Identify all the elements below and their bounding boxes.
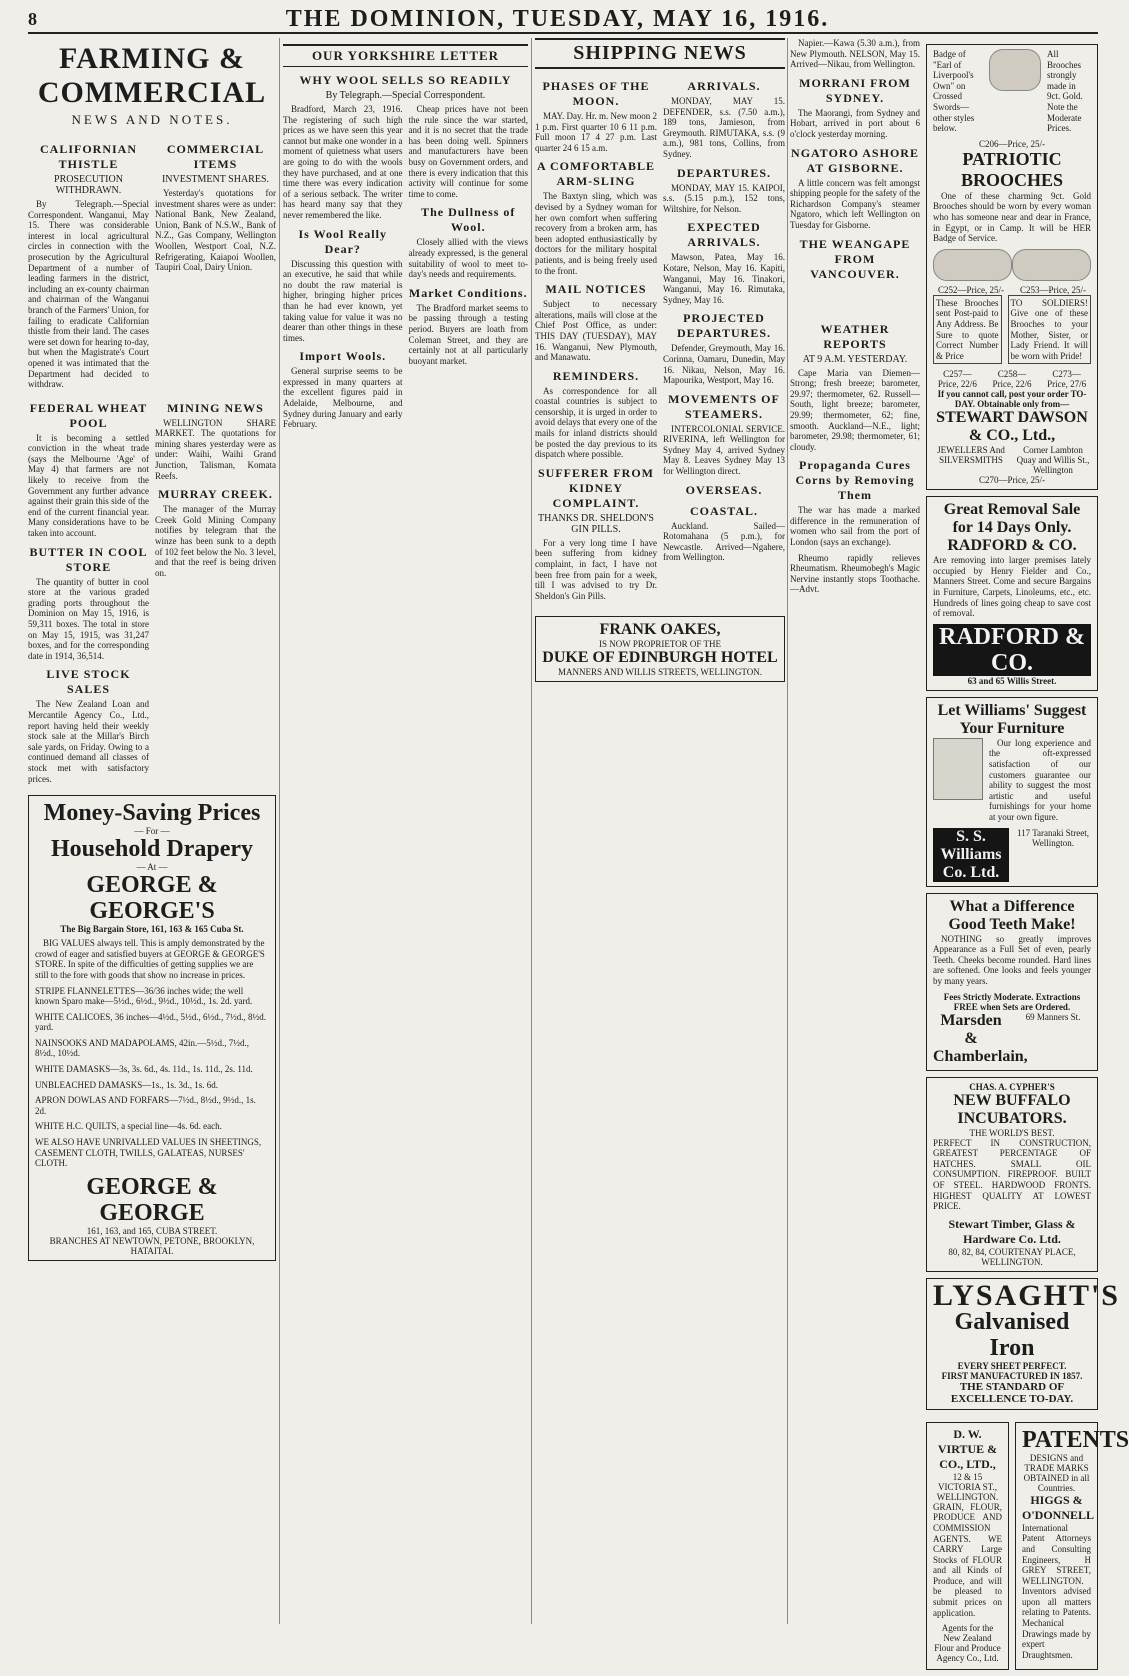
teeth-fees: Fees Strictly Moderate. Extractions FREE when Sets are Ordered. <box>943 991 1081 1012</box>
article-body: Rheumo rapidly relieves Rheumatism. Rheumobegh's Magic Nervine instantly stops Toothache.—Advt. <box>790 552 920 595</box>
article-heading: COASTAL. <box>689 503 759 518</box>
column-yorkshire <box>283 38 528 1624</box>
article-body: Mawson, Patea, May 16. Kotare, Nelson, May 16. Kapiti, Wanganui, May 16. Tinakori, Wanganui, May 16. Rimutaka, Sydney, May 16. <box>663 252 785 305</box>
marsden-address: 69 Manners St. <box>1025 1011 1081 1022</box>
ad-store-name: GEORGE & GEORGE'S <box>86 872 218 925</box>
article-body: MAY. Day. Hr. m. New moon 2 1 p.m. First quarter 10 6 11 p.m. Full moon 17 4 27 p.m. Last quarter 24 6 15 a.m. <box>535 111 657 153</box>
brooch-image <box>1012 249 1091 281</box>
article-body: Auckland. Sailed—Rotomahana (5 p.m.), for Newcastle. Arrived—Ngahere, from Wellington. <box>663 520 785 563</box>
article-heading: EXPECTED ARRIVALS. <box>687 220 761 250</box>
post-form: These Brooches sent Post-paid to Any Address. Be Sure to quote Correct Number & Price <box>933 295 1002 365</box>
newspaper-title: THE DOMINION, TUESDAY, MAY 16, 1916. <box>285 5 830 32</box>
article-heading: MURRAY CREEK. <box>158 487 273 502</box>
ad-connector: — At — <box>136 862 168 873</box>
col4-ads <box>926 38 1129 1676</box>
ad-item: APRON DOWLAS AND FORFARS—7½d., 8½d., 9½d., 1s. 2d. <box>35 1095 256 1116</box>
article-heading: LIVE STOCK SALES <box>46 667 131 697</box>
williams-title: Let Williams' Suggest Your Furniture <box>937 701 1087 737</box>
brooch-image <box>933 249 1012 281</box>
standard-line: THE STANDARD OF EXCELLENCE TO-DAY. <box>950 1380 1074 1405</box>
brooch-prices <box>933 369 1091 389</box>
ad-item: WE ALSO HAVE UNRIVALLED VALUES IN SHEETINGS, CASEMENT CLOTH, TWILLS, GALATEAS, NURSES' CLOTH. <box>35 1137 262 1169</box>
bottom-ads <box>926 1416 1129 1676</box>
col4-news <box>790 38 920 1676</box>
article-body: Discussing this question with an executive, he said that while no doubt the raw material is higher, bringing higher prices than he had ever known, yet taking value for value it was no dearer than other things in these times. <box>283 258 403 343</box>
article-heading: SUFFERER FROM KIDNEY COMPLAINT. <box>538 465 654 510</box>
brooch-price: C258—Price, 22/6 <box>992 369 1032 390</box>
ad-body: BIG VALUES always tell. This is amply demonstrated by the crowd of eager and satisfied buyers at GEORGE & GEORGE'S STORE. In spite of the difficulties of getting supplies we are still to the fore with goods that show no increase in prices. <box>35 938 265 980</box>
byline: By Telegraph.—Special Correspondent. <box>325 90 486 101</box>
teeth-ad <box>926 893 1098 1071</box>
radford-ad <box>926 496 1098 691</box>
article-subheading: WHY WOOL SELLS SO READILY <box>299 73 512 87</box>
virtue-agents: Agents for the New Zealand Flour and Produce Agency Co., Ltd. <box>934 1623 1001 1664</box>
marsden-name: Marsden & Chamberlain, <box>933 1011 1028 1065</box>
article-heading: REMINDERS. <box>552 368 640 383</box>
wheat-split <box>28 395 276 789</box>
article-body: Cheap prices have not been the rule since the war started, and it is no secret that the trade has been doing well. Spinners and manufacturers have been busy on Government orders, and there is every indication that this activity will continue for some time to come. <box>408 104 528 199</box>
article-subheading: THANKS DR. SHELDON'S GIN PILLS. <box>538 512 654 535</box>
patents-sub: DESIGNS and TRADE MARKS OBTAINED in all Countries. <box>1023 1452 1090 1493</box>
radford-banner: RADFORD & CO. <box>933 624 1091 676</box>
marsden-line <box>933 1012 1091 1066</box>
shipping-left <box>535 73 657 606</box>
ad-footer-name: GEORGE & GEORGE <box>86 1173 218 1226</box>
shipping-split <box>535 73 785 606</box>
every-sheet: EVERY SHEET PERFECT. <box>957 1360 1067 1371</box>
article-body: Napier.—Kawa (5.30 a.m.), from New Plymouth. NELSON, May 15. Arrived—Nikau, from Wellington. <box>790 38 920 70</box>
radford-name: RADFORD & CO. <box>947 537 1077 555</box>
incubators-sub: THE WORLD'S BEST. <box>969 1127 1055 1138</box>
ad-footer-address: 161, 163, and 165, CUBA STREET. <box>86 1225 218 1236</box>
article-body: The war has made a marked difference in the remuneration of women who sail from the port of London (says an exchange). <box>790 505 920 548</box>
brooch-price: C257—Price, 22/6 <box>937 369 977 390</box>
cyphers-name: CHAS. A. CYPHER'S <box>969 1081 1055 1092</box>
radford-address: 63 and 65 Willis Street. <box>967 675 1057 686</box>
hotel-ad <box>535 616 785 682</box>
column-rule <box>787 38 788 1624</box>
column-rule <box>279 38 280 1624</box>
article-body: General surprise seems to be expressed in many quarters at the excellent figures paid in Adelaide, Melbourne, and Sydney during January and early February. <box>283 366 403 430</box>
brooch-prices <box>933 285 1091 295</box>
brooch-price: C273—Price, 27/6 <box>1047 369 1087 390</box>
removal-title: Great Removal Sale for 14 Days Only. <box>943 501 1081 537</box>
virtue-ad <box>926 1422 1009 1671</box>
farming-split <box>28 136 276 395</box>
article-heading: OUR YORKSHIRE LETTER <box>283 44 528 67</box>
column-ads <box>790 38 1129 1664</box>
williams-name: S. S. Williams Co. Ltd. <box>933 828 1009 882</box>
patriotic-brooches-ad <box>926 44 1098 490</box>
article-body: For a very long time I have been suffering from kidney complaint, in fact, I have not been free from pain for a week, till I was advised to try Dr. Sheldon's Gin Pills. <box>535 537 657 601</box>
incubators-ad <box>926 1077 1098 1272</box>
ads-split <box>790 38 1129 1676</box>
article-heading: Market Conditions. <box>408 285 528 300</box>
mining-article <box>155 395 276 789</box>
article-heading: THE WEANGAPE FROM VANCOUVER. <box>799 236 911 281</box>
article-body: MONDAY, MAY 15. DEFENDER, s.s. (7.50 a.m.), 189 tons, Jamieson, from Greymouth. RIMUTAKA, s.s. (9 a.m.), 981 tons, Collins, from Sydney. <box>663 96 785 159</box>
article-heading: The Dullness of Wool. <box>421 205 516 235</box>
article-heading: FEDERAL WHEAT POOL <box>29 400 148 430</box>
williams-footer <box>933 828 1091 882</box>
shipping-right <box>663 73 785 606</box>
article-body: Subject to necessary alterations, mails will close at the Chief Post Office, as under: THIS DAY (TUESDAY), MAY 16. Wanganui, New Plymouth, and Manawatu. <box>535 299 657 363</box>
chair-illustration <box>933 738 983 800</box>
stewart-dawson-address: Corner Lambton Quay and Willis St., Wellington <box>1016 445 1090 476</box>
article-body: The quantity of butter in cool store at the various graded grading ports throughout the Dominion on May 15, 1916, is 59,311 boxes. The total in store on May 15, 1915, was 31,247 boxes, and for the corresponding date in 1914, 36,514. <box>28 576 149 661</box>
article-subheading: PROSECUTION WITHDRAWN. <box>54 174 123 196</box>
article-body: Yesterday's quotations for investment shares were as under: National Bank, New Zealand, Union, Bank of N.S.W., Bank of N.Z., Gas Company, Wellington Woollen, Westport Coal, N.Z. Refrigerating, Kaiapoi Woollen, Taupiri Coal, Dairy Union. <box>155 188 276 273</box>
brooch-top <box>933 49 1091 139</box>
commercial-article <box>155 136 276 395</box>
drapery-ad <box>28 795 276 1261</box>
article-heading: ARRIVALS. <box>687 79 761 93</box>
thistle-article <box>28 136 149 395</box>
section-title: SHIPPING NEWS <box>535 38 785 69</box>
first-manufactured: FIRST MANUFACTURED IN 1857. <box>941 1370 1083 1381</box>
wheat-article <box>28 395 149 789</box>
stewart-timber-address: 80, 82, 84, COURTENAY PLACE, WELLINGTON. <box>948 1246 1076 1267</box>
masthead <box>28 6 1098 34</box>
article-body: The New Zealand Loan and Mercantile Agency Co., Ltd., report having held their weekly stock sale at the Millar's Birch sale yards, on Friday. Owing to a continued demand all classes of stock met with satisfactory prices. <box>28 699 149 784</box>
article-subheading: INVESTMENT SHARES. <box>161 174 270 185</box>
brooch-price: C253—Price, 25/- <box>1020 284 1086 295</box>
article-body: It is becoming a settled conviction in the wheat trade (says the Melbourne 'Age' of May 4) that farmers are not likely to receive from the Government any further advance against their grain this side of the end of the current financial year. Many considerations have to be taken into account. <box>28 432 149 539</box>
brooch-notes <box>933 295 1091 370</box>
ad-item: WHITE DAMASKS—3s, 3s. 6d., 4s. 11d., 1s. 11d., 2s. 11d. <box>35 1064 253 1075</box>
article-heading: PHASES OF THE MOON. <box>542 79 650 108</box>
ad-body: GRAIN, FLOUR, PRODUCE AND COMMISSION AGENTS. WE CARRY Large Stocks of FLOUR and all Kinds of Produce, and will be pleased to submit prices on application. <box>933 1501 1002 1618</box>
article-heading: MORRANI FROM SYDNEY. <box>799 75 911 105</box>
article-heading: DEPARTURES. <box>676 165 772 180</box>
ad-branches: BRANCHES AT NEWTOWN, PETONE, BROOKLYN, HATAITAI. <box>49 1235 255 1256</box>
article-heading: PROJECTED DEPARTURES. <box>676 311 772 341</box>
article-heading: WEATHER REPORTS <box>820 321 890 351</box>
article-body: Defender, Greymouth, May 16. Corinna, Oamaru, Dunedin, May 16. Nikau, Nelson, May 16. Mapourika, Westport, May 16. <box>663 343 785 386</box>
hotel-address: MANNERS AND WILLIS STREETS, WELLINGTON. <box>558 667 762 678</box>
article-heading: MINING NEWS <box>167 400 264 415</box>
article-heading: OVERSEAS. <box>685 482 763 497</box>
order-note: If you cannot call, post your order TO-DAY. Obtainable only from— <box>937 389 1087 410</box>
article-heading: Propaganda Cures Corns by Removing Them <box>795 458 915 503</box>
article-body: INTERCOLONIAL SERVICE. RIVERINA, left Wellington for Sydney May 4, arrived Sydney May 8. Leaves Sydney May 13 for Wellington direct. <box>663 423 785 477</box>
galvanised-title: Galvanised Iron <box>954 1308 1070 1361</box>
stewart-dawson-sub: JEWELLERS And SILVERSMITHS <box>937 445 1005 466</box>
article-body: The manager of the Murray Creek Gold Mining Company notifies by telegram that the winze has been sunk to a depth of 102 feet below the No. 3 level, and that the reef is being driven on. <box>155 504 276 578</box>
ad-heading: Money-Saving Prices <box>43 800 261 827</box>
column-shipping <box>535 38 785 1624</box>
williams-body <box>933 738 1091 828</box>
ad-body: Are removing into larger premises lately occupied by Henry Fielder and Co., Manners Street. Come and secure Bargains in Furniture, Carpets, Linoleums, etc., etc. Hundreds of lines going cheap to save cost of removal. <box>933 555 1091 619</box>
letter-split <box>283 104 528 435</box>
soldiers-note: TO SOLDIERS! Give one of these Brooches to your Mother, Sister, or Lady Friend. It will be worn with Pride! <box>1008 295 1091 365</box>
article-body: By Telegraph.—Special Correspondent. Wanganui, May 15. There was considerable interest in local agricultural circles in connection with the prosecution by the Agricultural Department of a number of leading farmers in the district, including an ex-county chairman and chairman of the Wanganui branch of the Farmers' Union, for failing to eradicate Californian thistle from their land. The cases were set down for hearing to-day, but when the Magistrate's Court opened it was intimated that the Department had decided to withdraw. <box>28 199 149 390</box>
ad-body: NOTHING so greatly improves Appearance as a Full Set of even, pearly Teeth. Cheeks become rounded. Hard lines are softened. One looks and feels younger by many years. <box>933 933 1091 986</box>
ad-body: PERFECT IN CONSTRUCTION, GREATEST PERCENTAGE OF HATCHES. SMALL OIL CONSUMPTION. FIREPROOF. BUILT OF STEEL. HARDWOOD FRONTS. HIGHEST QUALITY AT LOWEST PRICE. <box>933 1137 1091 1212</box>
ad-body: International Patent Attorneys and Consulting Engineers, H GREY STREET, WELLINGTON. Inventors advised upon all matters relating to Patents. Mechanical Drawings made by expert Draughtsmen. <box>1022 1522 1091 1660</box>
letter-left <box>283 104 403 435</box>
page-number: 8 <box>28 8 37 29</box>
patriotic-title: PATRIOTIC BROOCHES <box>960 148 1064 190</box>
patents-title: PATENTS <box>1022 1426 1129 1453</box>
williams-ad <box>926 697 1098 887</box>
ad-body: One of these charming 9ct. Gold Brooches should be worn by every woman who has someone near and dear in France, in Egypt, or in Camp. It will be HER Badge of Service. <box>933 190 1091 244</box>
ad-item: UNBLEACHED DAMASKS—1s., 1s. 3d., 1s. 6d. <box>35 1079 219 1090</box>
lysaght-name: LYSAGHT'S <box>933 1278 1120 1312</box>
article-body: The Bradford market seems to be passing through a testing period. Buyers are loath from Coleman Street, and they are certainly not at all particularly buoyant market. <box>408 302 528 366</box>
column-farming <box>28 38 276 1624</box>
article-heading: MOVEMENTS OF STEAMERS. <box>668 391 780 421</box>
letter-right <box>409 104 529 435</box>
virtue-address: 12 & 15 VICTORIA ST., WELLINGTON. <box>936 1471 999 1502</box>
brooch-row <box>933 249 1091 281</box>
ad-heading: Household Drapery <box>50 836 253 863</box>
hotel-subline: IS NOW PROPRIETOR OF THE <box>598 639 722 650</box>
ad-item: WHITE CALICOES, 36 inches—4½d., 5½d., 6½d., 7½d., 8½d. yard. <box>35 1011 266 1033</box>
williams-address: 117 Taranaki Street, Wellington. <box>1016 827 1090 848</box>
article-heading: MAIL NOTICES <box>545 282 647 297</box>
article-heading: NGATORO ASHORE AT GISBORNE. <box>791 145 919 175</box>
brooch-price: C252—Price, 25/- <box>938 284 1004 295</box>
brooch-price: C270—Price, 25/- <box>979 475 1045 486</box>
article-heading: COMMERCIAL ITEMS <box>166 142 265 171</box>
article-body: WELLINGTON SHARE MARKET. The quotations for mining shares yesterday were as under: Waihi, Waihi Grand Junction, Talisman, Komata Reefs. <box>155 417 276 481</box>
article-body: As correspondence for all coastal countries is subject to censorship, it is urged in order to avoid delays that every one of the mails for inland districts should be posted the day previous to its dispatch where possible. <box>535 385 657 460</box>
stewart-timber-name: Stewart Timber, Glass & Hardware Co. Ltd. <box>948 1216 1076 1246</box>
article-subheading: AT 9 A.M. YESTERDAY. <box>802 353 908 365</box>
virtue-name: D. W. VIRTUE & CO., LTD., <box>937 1426 998 1471</box>
teeth-title: What a Difference Good Teeth Make! <box>948 897 1076 933</box>
ad-item: STRIPE FLANNELETTES—36/36 inches wide; the well known Sparo make—5½d., 6½d., 9½d., 10½d., 1s. 2d. yard. <box>35 985 253 1007</box>
article-body: Closely allied with the views already expressed, is the general suitability of wool to meet to-day's needs and requirements. <box>408 237 528 280</box>
brooch-image <box>989 49 1041 91</box>
higgs-name: HIGGS & O'DONNELL <box>1022 1492 1095 1522</box>
lysaght-ad <box>926 1278 1120 1410</box>
hotel-name: DUKE OF EDINBURGH HOTEL <box>542 649 778 667</box>
article-body: A little concern was felt amongst shipping people for the safety of the Richardson Company's steamer Ngatoro, which left Wellington on Tuesday for Gisborne. <box>790 177 920 230</box>
article-body: The Maorangi, from Sydney and Hobart, arrived in port about 6 o'clock yesterday morning. <box>790 107 920 139</box>
stewart-dawson-details <box>933 445 1091 475</box>
article-heading: Import Wools. <box>299 349 387 364</box>
column-rule <box>531 38 532 1624</box>
brooch-caption: Badge of "Earl of Liverpool's Own" on Crossed Swords—other styles below. <box>933 49 975 134</box>
article-heading: Is Wool Really Dear? <box>298 226 387 256</box>
article-heading: BUTTER IN COOL STORE <box>29 544 148 574</box>
brooch-price: C206—Price, 25/- <box>979 138 1045 149</box>
article-heading: A COMFORTABLE ARM-SLING <box>536 159 656 189</box>
article-body: Cape Maria van Diemen—Strong; fresh breeze; barometer, 29.97; thermometer, 62. Russell—South, light breeze; barometer, 29.99; thermometer, 62; fine, smooth. Auckland—N.E., light; barometer, 29.98; thermometer, 61; cloudy. <box>790 367 920 452</box>
stewart-dawson-name: STEWART DAWSON & CO., Ltd., <box>936 409 1088 445</box>
ad-connector: — For — <box>134 826 170 837</box>
ad-item: NAINSOOKS AND MADAPOLAMS, 42in.—5½d., 7½d., 8½d., 10½d. <box>35 1037 250 1059</box>
hotel-proprietor: FRANK OAKES, <box>599 621 721 639</box>
ad-item: WHITE H.C. QUILTS, a special line—4s. 6d. each. <box>35 1121 222 1132</box>
incubators-title: NEW BUFFALO INCUBATORS. <box>953 1091 1071 1127</box>
section-subtitle: NEWS AND NOTES. <box>71 112 233 127</box>
article-body: Bradford, March 23, 1916. The registering of such high prices as we have seen this year cannot but make one wonder in a moment of quietness what users are going to do with the wools they have purchased, and at one time there was every indication of a serious setback. The writer has heard many say that they never remembered the like. <box>283 104 403 220</box>
article-body: The Baxtyn sling, which was devised by a Sydney woman for her own comfort when suffering recovery from a broken arm, has been adopted enthusiastically by doctors for the military hospital patients, and is being freely used to the front. <box>535 191 657 276</box>
ad-body: Our long experience and the oft-expressed satisfaction of our customers guarantee our ability to suggest the most artistic and useful furnishings for your home at your own figure. <box>989 737 1091 822</box>
section-title: FARMING & COMMERCIAL <box>37 42 267 109</box>
article-heading: CALIFORNIAN THISTLE <box>39 142 137 171</box>
patents-ad <box>1015 1422 1129 1671</box>
article-body: MONDAY, MAY 15. KAIPOI, s.s. (5.15 p.m.), 152 tons, Wiltshire, for Nelson. <box>663 182 785 214</box>
brooch-caption: All Brooches strongly made in 9ct. Gold. Note the Moderate Prices. <box>1046 49 1083 134</box>
ad-address: The Big Bargain Store, 161, 163 & 165 Cuba St. <box>60 924 244 935</box>
